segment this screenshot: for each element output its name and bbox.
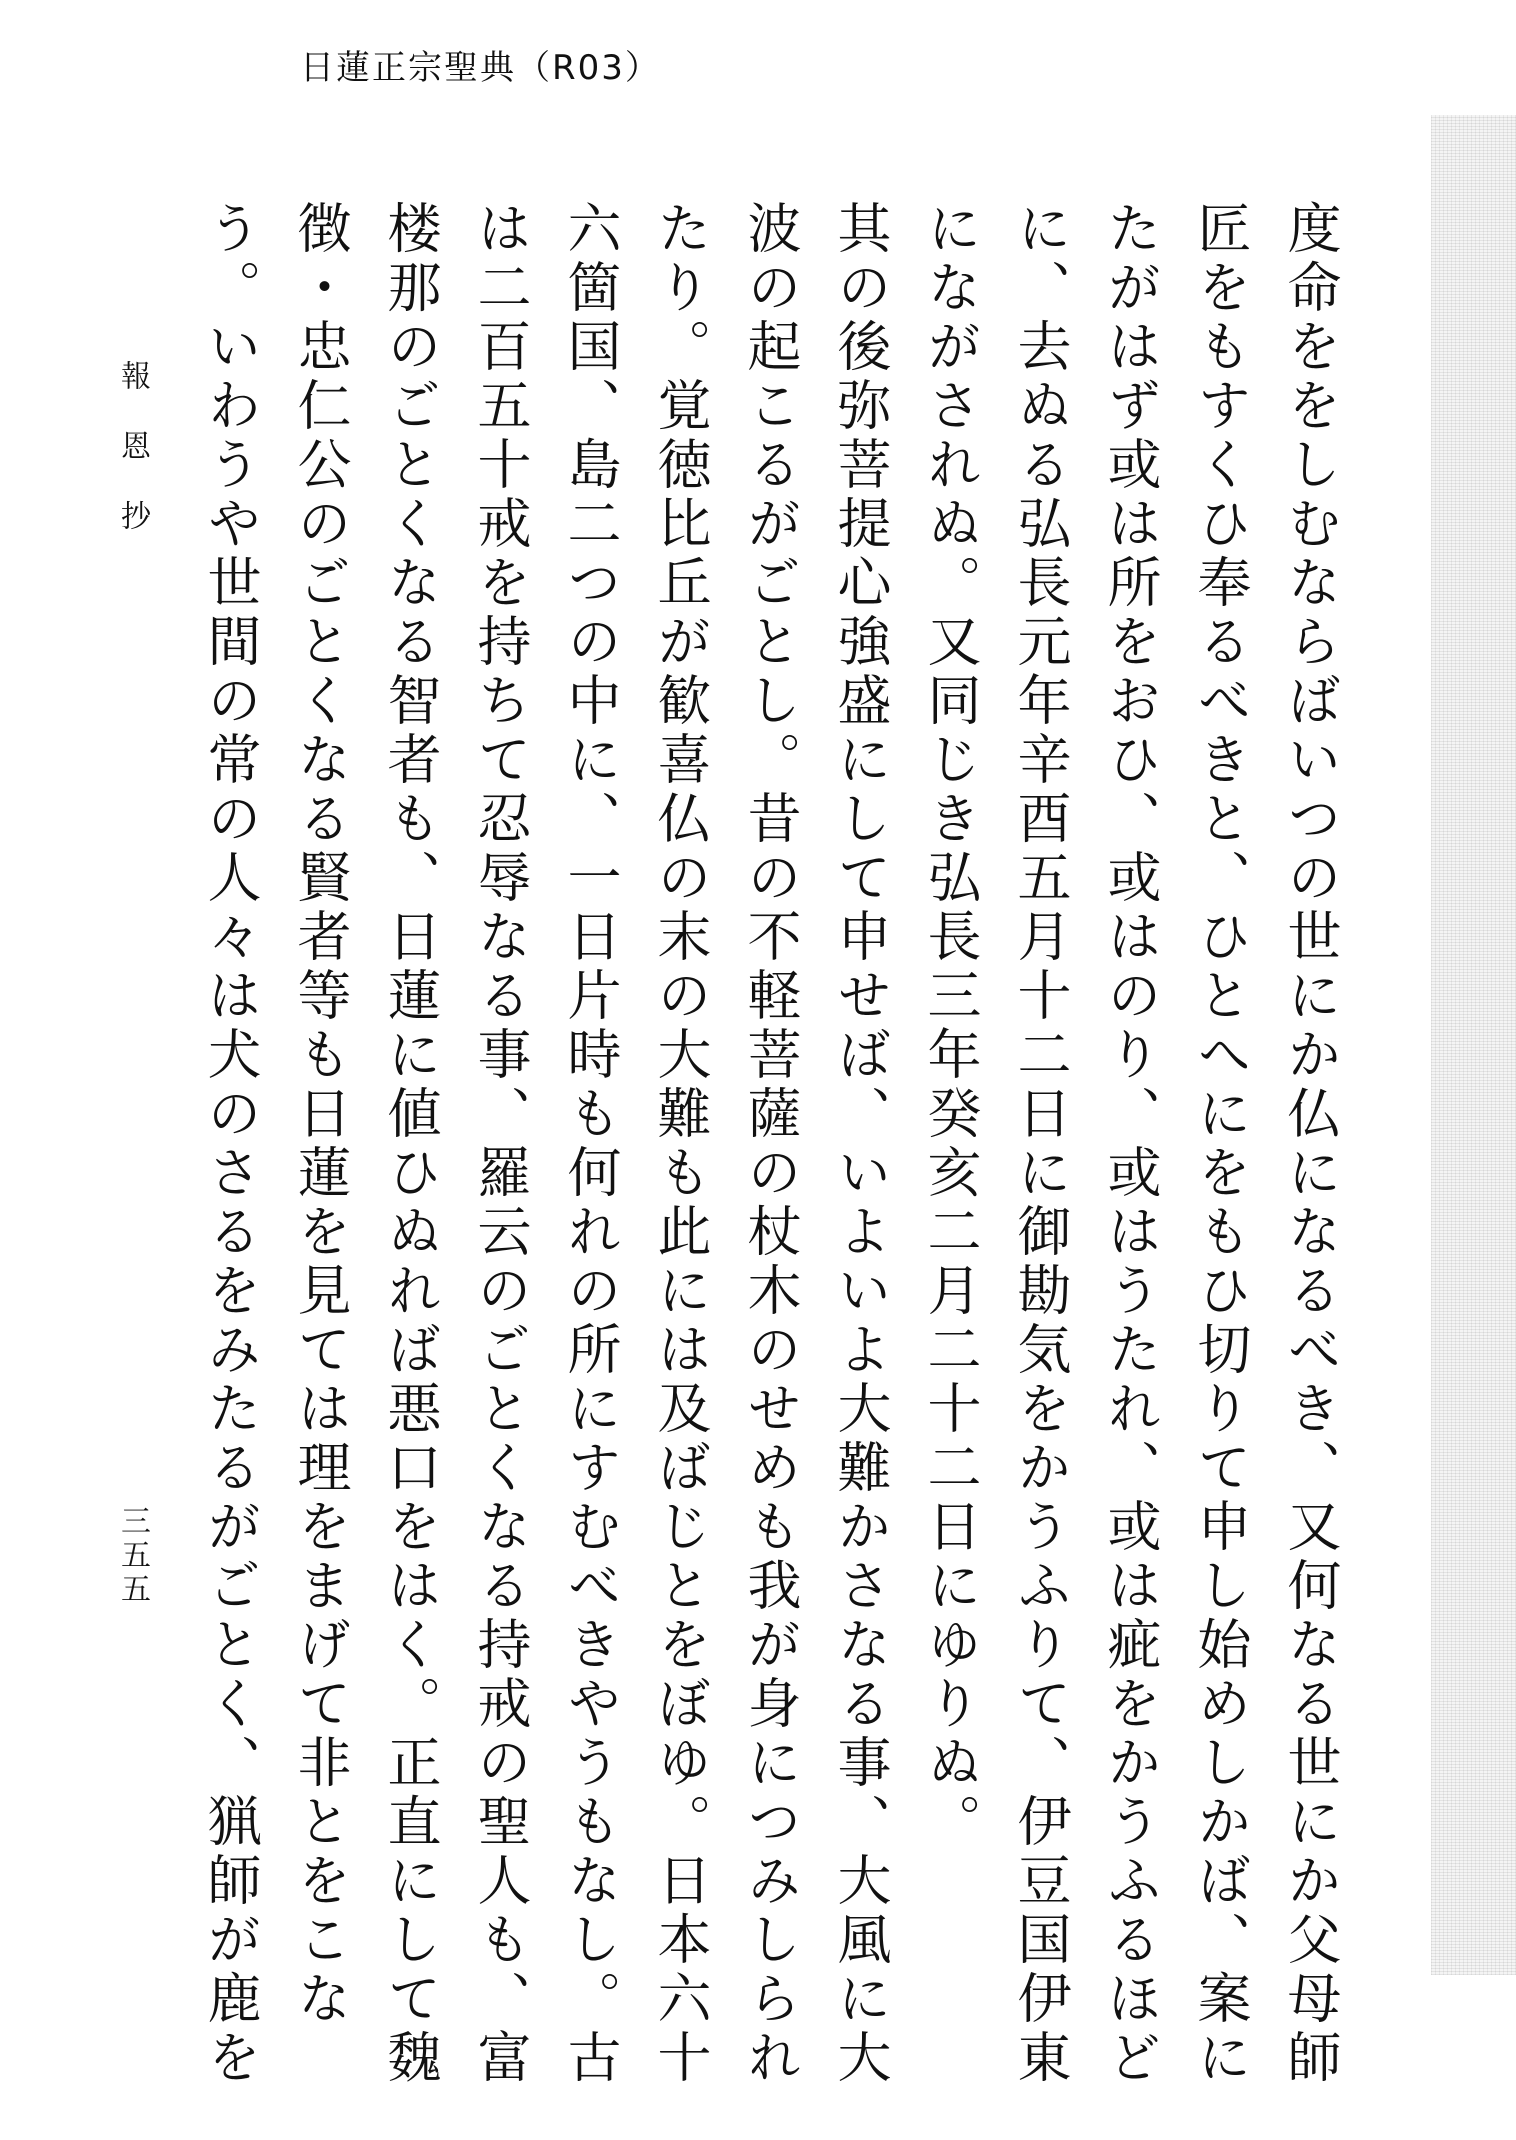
- running-title: 報恩抄: [115, 360, 150, 570]
- document-header: 日蓮正宗聖典（R03）: [300, 48, 661, 88]
- page-edge-texture: [1431, 115, 1516, 1975]
- body-paragraph: 度命ををしむならばいつの世にか仏になるべき、又何なる世にか父母師匠をもすくひ奉るべきと、ひとへにをもひ切りて申し始めしかば、案にたがはず或は所をおひ、或はのり、或はうたれ、或は疵をかうふるほどに、去ぬる弘長元年辛酉五月十二日に御勘気をかうふりて、伊豆国伊東にながされぬ。又同じき弘長三年癸亥二月二十二日にゆりぬ。: [919, 200, 1342, 2088]
- body-paragraph: 其の後弥菩提心強盛にして申せば、いよいよ大難かさなる事、大風に大波の起こるがごとし。昔の不軽菩薩の杖木のせめも我が身につみしられたり。覚徳比丘が歓喜仏の末の大難も此には及ばじとをぼゆ。日本六十六箇国、島二つの中に、一日片時も何れの所にすむべきやうもなし。古は二百五十戒を持ちて忍辱なる事、羅云のごとくなる持戒の聖人も、富楼那のごとくなる智者も、日蓮に値ひぬれば悪口をはく。正直にして魏徴・忠仁公のごとくなる賢者等も日蓮を見ては理をまげて非とをこなう。いわうや世間の常の人々は犬のさるをみたるがごとく、猟師が鹿を: [199, 200, 892, 2088]
- document-body: [195, 200, 1355, 2090]
- page-number: 三五五: [115, 1505, 150, 1607]
